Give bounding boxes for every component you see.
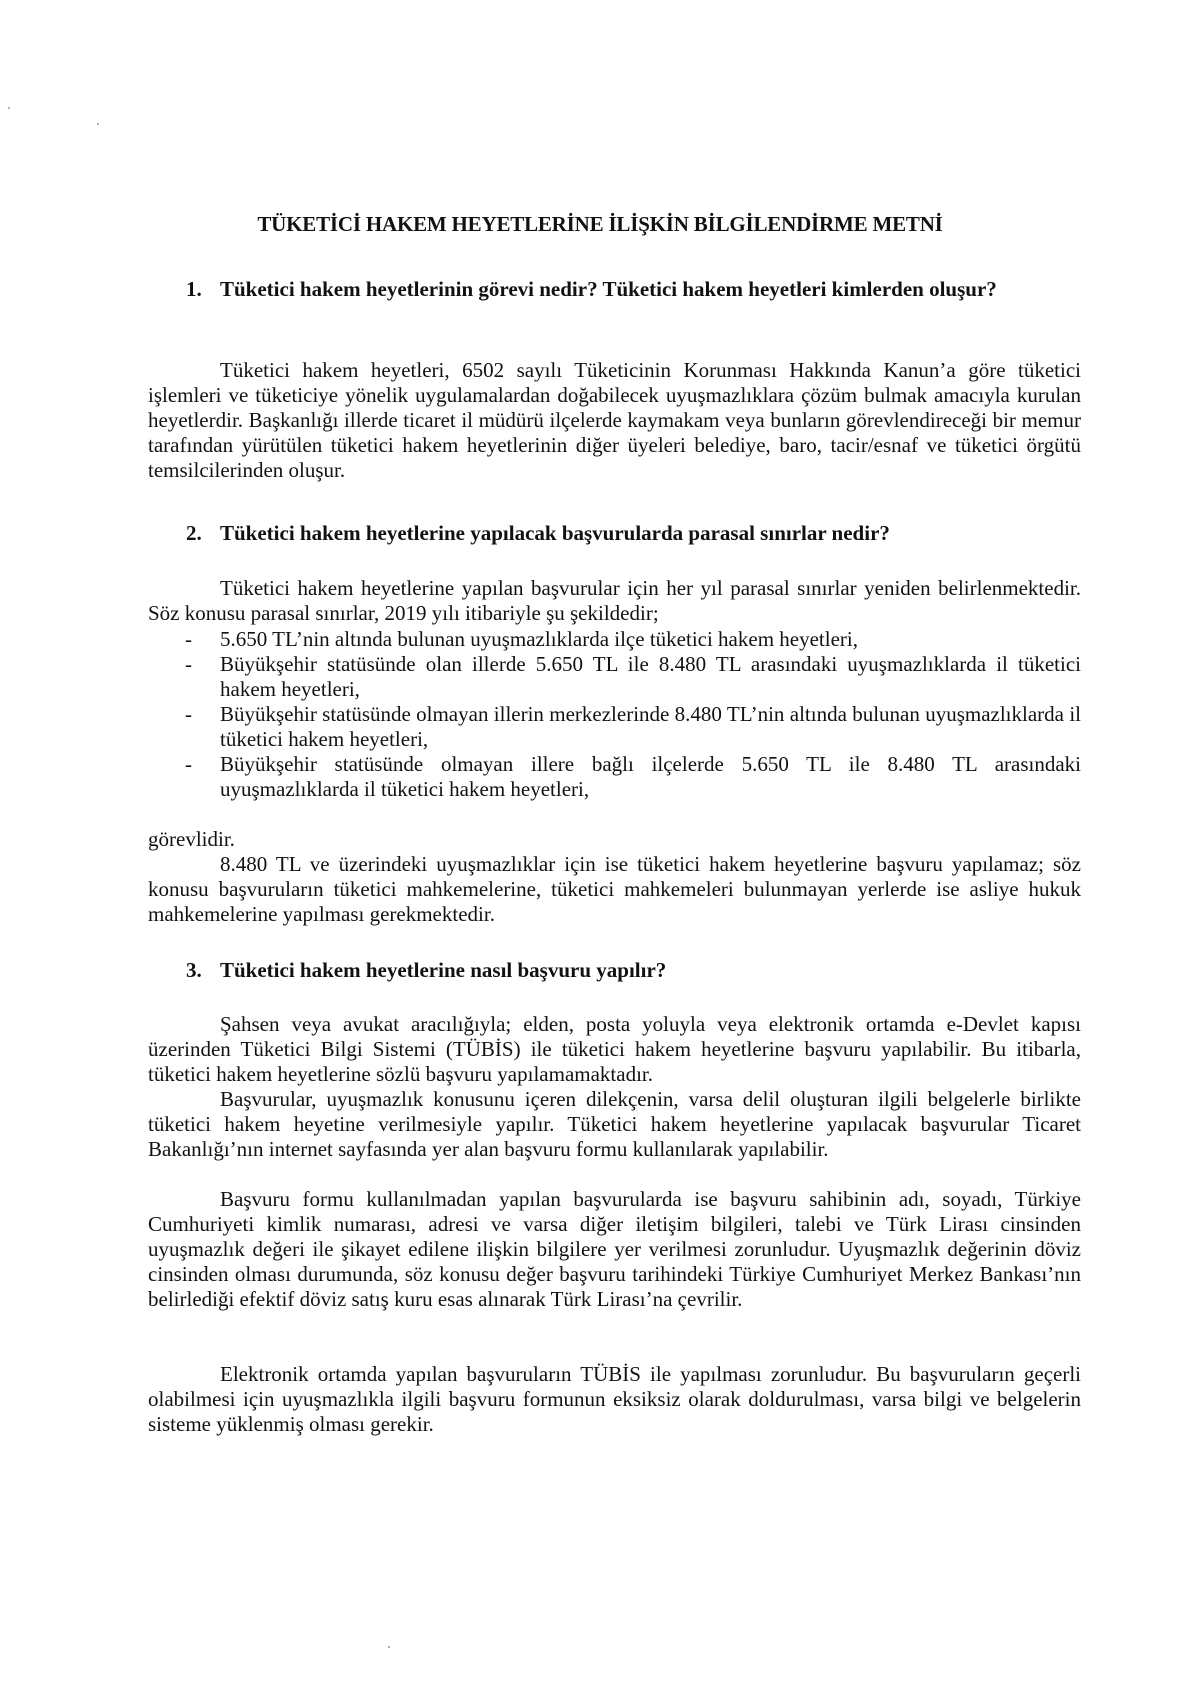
section-number: 3. [186, 958, 202, 982]
section-2-after: 8.480 TL ve üzerindeki uyuşmazlıklar için ise tüketici hakem heyetlerine başvuru yapılamaz; söz konusu başvuruların tüketici mahkemelerine, tüketici mahkemeleri bulunmayan yerlerde ise asliye hukuk mahkemelerine yapılması gerekmektedir. [148, 852, 1081, 926]
section-2-closing: görevlidir. [148, 827, 235, 851]
list-item-text: 5.650 TL’nin altında bulunan uyuşmazlıklarda ilçe tüketici hakem heyetleri, [220, 627, 858, 651]
list-item-text: Büyükşehir statüsünde olmayan illere bağlı ilçelerde 5.650 TL ile 8.480 TL arasındaki uyuşmazlıklarda il tüketici hakem heyetleri, [220, 752, 1081, 801]
section-3-paragraph: Elektronik ortamda yapılan başvuruların TÜBİS ile yapılması zorunludur. Bu başvuruların geçerli olabilmesi için uyuşmazlıkla ilgili başvuru formunun eksiksiz olarak doldurulması, varsa bilgi ve belgelerin sisteme yüklenmiş olması gerekir. [148, 1362, 1081, 1436]
section-heading-text: Tüketici hakem heyetlerine nasıl başvuru yapılır? [220, 958, 667, 982]
list-item-text: Büyükşehir statüsünde olan illerde 5.650 TL ile 8.480 TL arasındaki uyuşmazlıklarda il tüketici hakem heyetleri, [220, 652, 1081, 701]
scan-speck [388, 1646, 390, 1648]
section-1-paragraph: Tüketici hakem heyetleri, 6502 sayılı Tüketicinin Korunması Hakkında Kanun’a göre tüketici işlemleri ve tüketiciye yönelik uygulamalardan doğabilecek uyuşmazlıklara çözüm bulmak amacıyla kurulan heyetlerdir. Başkanlığı illerde ticaret il müdürü ilçelerde kaymakam veya bunların görevlendireceği bir memur tarafından yürütülen tüketici hakem heyetlerinin diğer üyeleri belediye, baro, tacir/esnaf ve tüketici örgütü temsilcilerinden oluşur. [148, 358, 1081, 482]
section-number: 1. [186, 277, 202, 301]
list-item [148, 702, 1081, 752]
list-item-text: Büyükşehir statüsünde olmayan illerin merkezlerinde 8.480 TL’nin altında bulunan uyuşmazlıklarda il tüketici hakem heyetleri, [220, 702, 1081, 751]
section-3-paragraph: Başvurular, uyuşmazlık konusunu içeren dilekçenin, varsa delil oluşturan ilgili belgelerle birlikte tüketici hakem heyetine verilmesiyle yapılır. Tüketici hakem heyetlerine yapılacak başvurular Ticaret Bakanlığı’nın internet sayfasında yer alan başvuru formu kullanılarak yapılabilir. [148, 1087, 1081, 1161]
section-2-heading [186, 521, 1081, 546]
dash-bullet: - [185, 752, 192, 776]
list-item [148, 652, 1081, 702]
section-1-heading [186, 277, 1081, 302]
scan-speck [8, 107, 10, 109]
section-3-paragraph: Şahsen veya avukat aracılığıyla; elden, posta yoluyla veya elektronik ortamda e-Devlet kapısı üzerinden Tüketici Bilgi Sistemi (TÜBİS) ile tüketici hakem heyetlerine başvuru yapılabilir. Bu itibarla, tüketici hakem heyetlerine sözlü başvuru yapılamamaktadır. [148, 1012, 1081, 1086]
section-heading-text: Tüketici hakem heyetlerinin görevi nedir? Tüketici hakem heyetleri kimlerden oluşur? [220, 277, 997, 301]
section-2-intro: Tüketici hakem heyetlerine yapılan başvurular için her yıl parasal sınırlar yeniden belirlenmektedir. Söz konusu parasal sınırlar, 2019 yılı itibariyle şu şekildedir; [148, 576, 1081, 625]
dash-bullet: - [185, 702, 192, 726]
section-3-heading [186, 958, 1081, 983]
monetary-limits-list [148, 627, 1081, 802]
section-3-paragraph: Başvuru formu kullanılmadan yapılan başvurularda ise başvuru sahibinin adı, soyadı, Türkiye Cumhuriyeti kimlik numarası, adresi ve varsa diğer iletişim bilgileri, talebi ve Türk Lirası cinsinden uyuşmazlık değeri ile şikayet edilene ilişkin bilgilere yer verilmesi zorunludur. Uyuşmazlık değerinin döviz cinsinden olması durumunda, söz konusu değer başvuru tarihindeki Türkiye Cumhuriyet Merkez Bankası’nın belirlediği efektif döviz satış kuru esas alınarak Türk Lirası’na çevrilir. [148, 1187, 1081, 1311]
section-number: 2. [186, 521, 202, 545]
scan-speck [97, 123, 99, 125]
section-heading-text: Tüketici hakem heyetlerine yapılacak başvurularda parasal sınırlar nedir? [220, 521, 890, 545]
list-item [148, 627, 1081, 652]
dash-bullet: - [185, 627, 192, 651]
list-item [148, 752, 1081, 802]
document-title: TÜKETİCİ HAKEM HEYETLERİNE İLİŞKİN BİLGİLENDİRME METNİ [257, 212, 943, 236]
dash-bullet: - [185, 652, 192, 676]
